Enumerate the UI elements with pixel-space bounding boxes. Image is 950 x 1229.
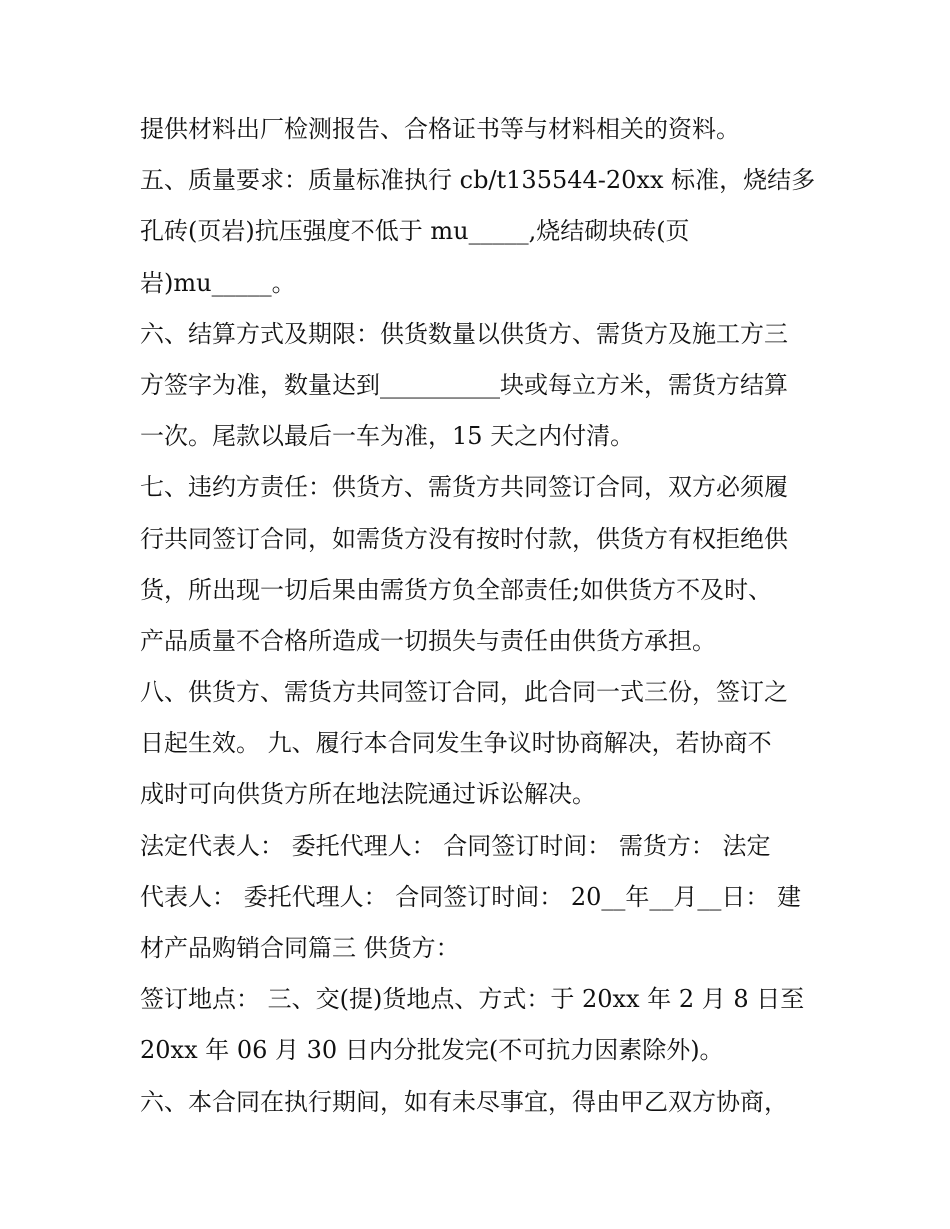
text-line: 签订地点： 三、交(提)货地点、方式：于 20xx 年 2 月 8 日至 [140, 985, 805, 1014]
text-line: 货，所出现一切后果由需货方负全部责任;如供货方不及时、 [140, 575, 773, 604]
text-line: 六、结算方式及期限：供货数量以供货方、需货方及施工方三 [140, 319, 788, 348]
text-line: 材产品购销合同篇三 供货方： [140, 934, 460, 962]
text-line: 孔砖(页岩)抗压强度不低于 mu_____,烧结砌块砖(页 [140, 217, 690, 246]
text-line: 一次。尾款以最后一车为准，15 天之内付清。 [140, 422, 635, 451]
text-line: 成时可向供货方所在地法院通过诉讼解决。 [140, 780, 596, 809]
text-line: 法定代表人： 委托代理人： 合同签订时间： 需货方： 法定 [140, 831, 771, 860]
text-line: 20xx 年 06 月 30 日内分批发完(不可抗力因素除外)。 [140, 1036, 724, 1065]
text-line: 代表人： 委托代理人： 合同签订时间： 20__年__月__日： 建 [140, 882, 802, 911]
text-line: 方签字为准，数量达到__________块或每立方米，需货方结算 [140, 370, 788, 399]
text-line: 行共同签订合同，如需货方没有按时付款，供货方有权拒绝供 [140, 524, 788, 553]
text-line: 岩)mu_____。 [140, 268, 296, 297]
contract-text [140, 104, 820, 1128]
text-line: 提供材料出厂检测报告、合格证书等与材料相关的资料。 [140, 115, 740, 143]
text-line: 产品质量不合格所造成一切损失与责任由供货方承担。 [140, 626, 716, 655]
text-line: 七、违约方责任：供货方、需货方共同签订合同，双方必须履 [140, 473, 788, 502]
text-line: 五、质量要求：质量标准执行 cb/t135544-20xx 标准，烧结多 [140, 166, 816, 195]
text-line: 八、供货方、需货方共同签订合同，此合同一式三份，签订之 [140, 678, 788, 707]
text-line: 日起生效。 九、履行本合同发生争议时协商解决，若协商不 [140, 729, 772, 758]
text-line: 六、本合同在执行期间，如有未尽事宜，得由甲乙双方协商， [140, 1087, 788, 1116]
